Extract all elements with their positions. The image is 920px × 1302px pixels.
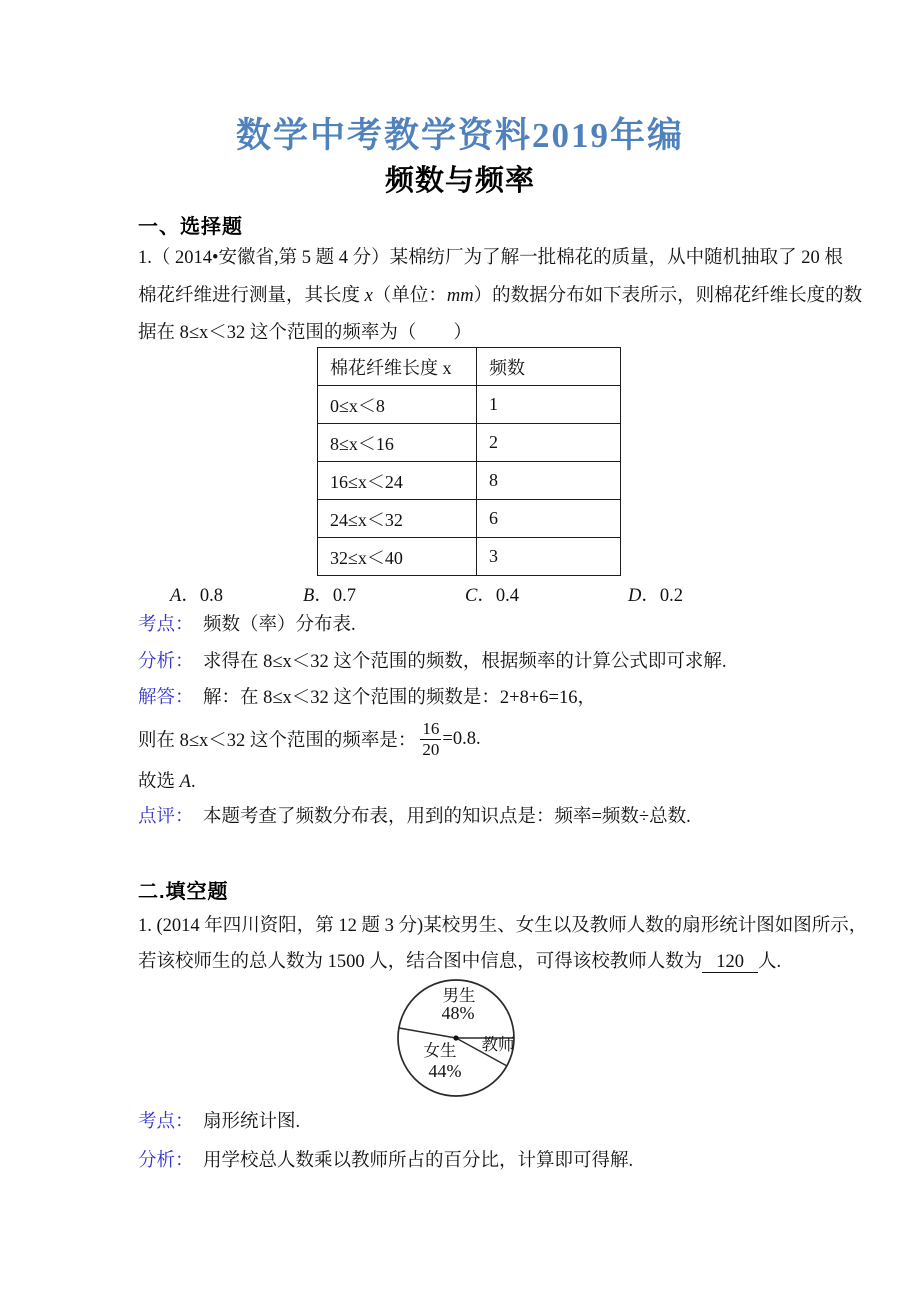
fraction <box>420 719 441 758</box>
table-header-length: 棉花纤维长度 x <box>318 348 477 386</box>
pie-label-male: 男生 <box>442 987 476 1005</box>
table-row <box>318 538 621 576</box>
fraction-result: =0.8. <box>442 728 481 749</box>
fraction-denominator: 20 <box>422 739 440 759</box>
freq-cell: 6 <box>477 500 621 538</box>
option-value: 0.2 <box>659 586 684 606</box>
fenxi-label: 分析： <box>138 1151 194 1171</box>
q2-line1: 1. (2014 年四川资阳，第 12 题 3 分)某校男生、女生以及教师人数的扇形统计图如图所示， <box>138 916 868 936</box>
dianping-label: 点评： <box>138 807 194 827</box>
note-dianping <box>138 806 878 829</box>
option-sep: ． <box>181 586 200 606</box>
dianping-text: 本题考查了频数分布表，用到的知识点是：频率=频数÷总数. <box>203 807 691 827</box>
page-subtitle: 频数与频率 <box>384 165 535 197</box>
kaodian-label: 考点： <box>138 1112 194 1132</box>
range-cell: 16≤x＜24 <box>318 462 477 500</box>
freq-cell: 1 <box>477 386 621 424</box>
fraction-numerator: 16 <box>422 719 440 739</box>
freq-cell: 2 <box>477 424 621 462</box>
section2-heading: 二.填空题 <box>138 881 229 903</box>
table-row <box>318 462 621 500</box>
q1-line2-mid: （单位： <box>372 286 447 306</box>
jieda-text: 解：在 8≤x＜32 这个范围的频数是：2+8+6=16， <box>203 688 596 708</box>
kaodian-label: 考点： <box>138 615 194 635</box>
q1-line2-pre: 棉花纤维进行测量，其长度 <box>138 286 365 306</box>
option-sep: ． <box>314 586 333 606</box>
note-kaodian-q2 <box>138 1111 878 1134</box>
option-c <box>465 581 519 607</box>
frequency-table <box>317 347 621 576</box>
pie-chart <box>396 977 528 1103</box>
q1-line2-post: ）的数据分布如下表所示，则棉花纤维长度的数 <box>473 286 863 306</box>
kaodian-text: 扇形统计图. <box>203 1112 301 1132</box>
q1-line2 <box>138 285 878 308</box>
table-row <box>318 424 621 462</box>
answer-blank: 120 <box>702 953 758 973</box>
table-row <box>318 500 621 538</box>
option-d <box>628 581 683 607</box>
option-value: 0.8 <box>199 586 223 606</box>
fenxi-text: 求得在 8≤x＜32 这个范围的频数，根据频率的计算公式即可求解. <box>203 652 727 672</box>
fenxi-label: 分析： <box>138 652 194 672</box>
option-a <box>170 581 223 607</box>
range-cell: 32≤x＜40 <box>318 538 477 576</box>
conclusion-post: . <box>190 772 196 792</box>
option-letter: C <box>465 586 478 606</box>
freq-cell: 3 <box>477 538 621 576</box>
pie-pct-female: 44% <box>428 1061 462 1081</box>
pie-center-dot <box>453 1035 458 1040</box>
pie-label-teacher: 教师 <box>481 1036 515 1054</box>
note-jieda <box>138 687 878 710</box>
jieda-label: 解答： <box>138 688 194 708</box>
option-letter: B <box>303 586 315 606</box>
pie-label-female: 女生 <box>423 1042 457 1060</box>
table-header-row <box>318 348 621 386</box>
note-fenxi-q2 <box>138 1150 878 1173</box>
fenxi-text: 用学校总人数乘以教师所占的百分比，计算即可得解. <box>203 1151 634 1171</box>
kaodian-text: 频数（率）分布表. <box>203 615 356 635</box>
table-row <box>318 386 621 424</box>
q1-unit-mm: mm <box>446 286 474 306</box>
range-cell: 0≤x＜8 <box>318 386 477 424</box>
conclusion-letter: A <box>179 772 191 792</box>
option-letter: D <box>628 586 642 606</box>
pie-pct-male: 48% <box>441 1003 475 1023</box>
range-cell: 8≤x＜16 <box>318 424 477 462</box>
option-value: 0.7 <box>332 586 356 606</box>
table-header-freq: 频数 <box>477 348 621 386</box>
conclusion-line <box>138 771 878 794</box>
option-sep: ． <box>641 586 660 606</box>
conclusion-pre: 故选 <box>138 772 180 792</box>
option-value: 0.4 <box>495 586 519 606</box>
range-cell: 24≤x＜32 <box>318 500 477 538</box>
q2-line2 <box>138 951 878 974</box>
page-title: 数学中考教学资料2019年编 <box>235 116 684 155</box>
option-letter: A <box>170 586 182 606</box>
option-b <box>303 581 356 607</box>
option-sep: ． <box>477 586 496 606</box>
q1-var-x: x <box>364 286 373 306</box>
answer-options <box>138 581 878 607</box>
q1-line3: 据在 8≤x＜32 这个范围的频率为（ ） <box>138 323 472 343</box>
fraction-line <box>138 716 878 762</box>
q2-line2-pre: 若该校师生的总人数为 1500 人，结合图中信息，可得该校教师人数为 <box>138 952 703 972</box>
fraction-pre-text: 则在 8≤x＜32 这个范围的频率是： <box>138 731 417 751</box>
note-kaodian <box>138 614 878 637</box>
freq-cell: 8 <box>477 462 621 500</box>
section1-heading: 一、选择题 <box>138 216 243 238</box>
q2-line2-post: 人. <box>758 952 782 972</box>
note-fenxi <box>138 651 878 674</box>
q1-line1: 1.（ 2014•安徽省,第 5 题 4 分）某棉纺厂为了解一批棉花的质量，从中随机抽取了 20 根 <box>138 248 843 268</box>
